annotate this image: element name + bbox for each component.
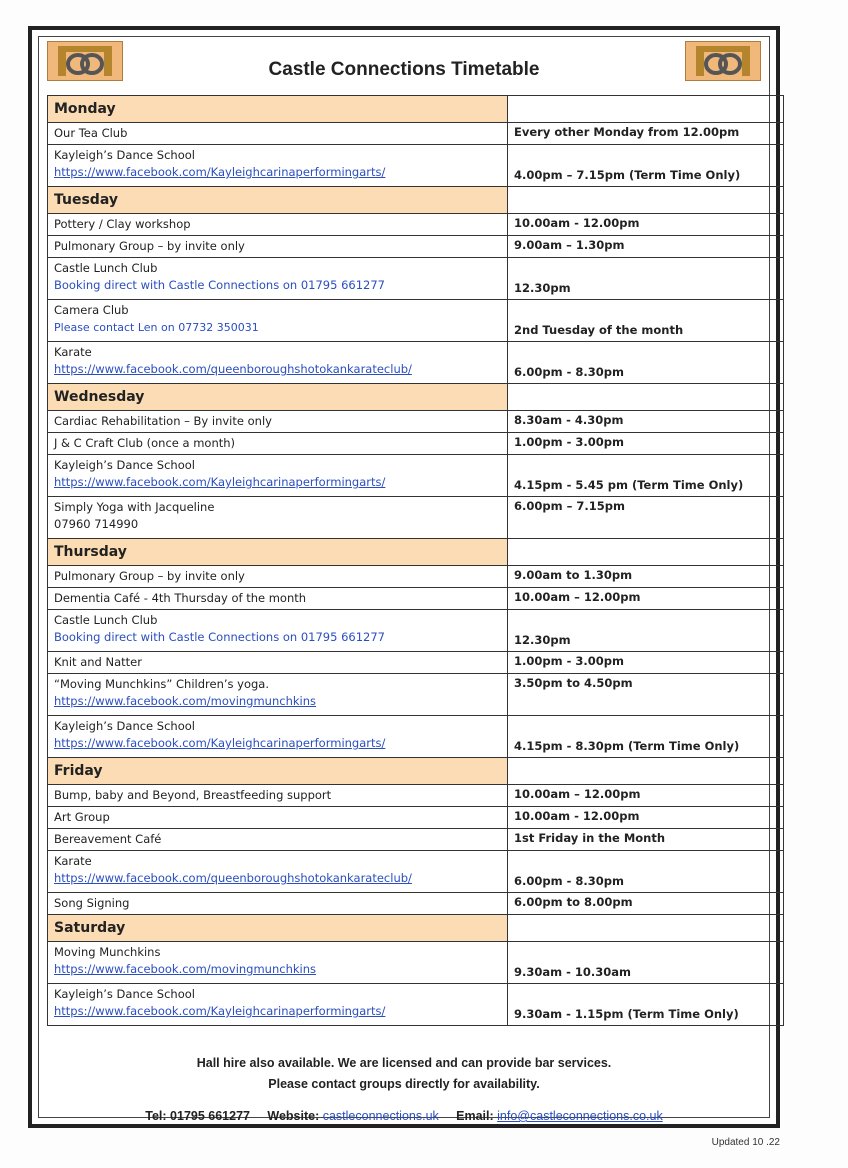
activity-name: Pottery / Clay workshop: [54, 217, 191, 231]
activity-cell: [48, 851, 508, 893]
updated-note: Updated 10 .22: [711, 1137, 780, 1148]
activity-time: 10.00am – 12.00pm: [508, 785, 784, 807]
activity-cell: [48, 716, 508, 758]
activity-row: [48, 893, 784, 915]
booking-note: Booking direct with Castle Connections on 01795 661277: [54, 630, 385, 644]
activity-row: [48, 807, 784, 829]
contact-line: [39, 1109, 769, 1123]
activity-time: 10.00am – 12.00pm: [508, 588, 784, 610]
activity-time: 9.00am to 1.30pm: [508, 566, 784, 588]
activity-name: Kayleigh’s Dance School: [54, 987, 195, 1001]
activity-cell: [48, 433, 508, 455]
activity-name: Bump, baby and Beyond, Breastfeeding support: [54, 788, 332, 802]
activity-row: [48, 433, 784, 455]
activity-name: Art Group: [54, 810, 110, 824]
footer-notes: [39, 1053, 769, 1095]
website-label: Website:: [267, 1109, 320, 1123]
email-link[interactable]: info@castleconnections.co.uk: [497, 1109, 663, 1123]
activity-cell: [48, 984, 508, 1026]
activity-time: 12.30pm: [508, 258, 784, 300]
page-frame: [28, 26, 780, 1128]
booking-note: Please contact Len on 07732 350031: [54, 321, 259, 334]
tel-number: 01795 661277: [170, 1109, 250, 1123]
page-inner-border: [38, 36, 770, 1123]
activity-name: Kayleigh’s Dance School: [54, 458, 195, 472]
day-header-row: [48, 539, 784, 566]
activity-time: 12.30pm: [508, 610, 784, 652]
activity-name: Dementia Café - 4th Thursday of the month: [54, 591, 307, 605]
day-name: Wednesday: [48, 384, 508, 411]
activity-row: [48, 984, 784, 1026]
day-header-row: [48, 758, 784, 785]
activity-row: [48, 258, 784, 300]
activity-cell: [48, 214, 508, 236]
facebook-link[interactable]: https://www.facebook.com/Kayleighcarinaperformingarts/: [54, 1004, 386, 1018]
activity-time: 6.00pm - 8.30pm: [508, 342, 784, 384]
activity-row: [48, 716, 784, 758]
day-header-blank: [508, 758, 784, 785]
activity-row: [48, 411, 784, 433]
day-name: Saturday: [48, 915, 508, 942]
footer-line-1: Hall hire also available. We are licensed and can provide bar services.: [196, 1056, 612, 1070]
activity-row: [48, 652, 784, 674]
activity-name: Cardiac Rehabilitation – By invite only: [54, 414, 272, 428]
activity-row: [48, 300, 784, 342]
activity-name: Pulmonary Group – by invite only: [54, 569, 245, 583]
activity-row: [48, 497, 784, 539]
timetable: [47, 95, 784, 1026]
facebook-link[interactable]: https://www.facebook.com/queenboroughshotokankarateclub/: [54, 362, 412, 376]
activity-cell: [48, 893, 508, 915]
facebook-link[interactable]: https://www.facebook.com/Kayleighcarinaperformingarts/: [54, 165, 386, 179]
activity-time: 1st Friday in the Month: [508, 829, 784, 851]
activity-cell: [48, 566, 508, 588]
activity-name: Knit and Natter: [54, 655, 142, 669]
activity-cell: [48, 829, 508, 851]
activity-cell: [48, 674, 508, 716]
activity-row: [48, 214, 784, 236]
activity-cell: [48, 455, 508, 497]
day-header-blank: [508, 384, 784, 411]
activity-time: 10.00am - 12.00pm: [508, 214, 784, 236]
activity-cell: [48, 258, 508, 300]
activity-time: Every other Monday from 12.00pm: [508, 123, 784, 145]
activity-time: 9.30am - 10.30am: [508, 942, 784, 984]
activity-cell: [48, 300, 508, 342]
activity-name: Kayleigh’s Dance School: [54, 719, 195, 733]
activity-time: 6.00pm – 7.15pm: [508, 497, 784, 539]
page-title: Castle Connections Timetable: [268, 59, 540, 80]
activity-row: [48, 851, 784, 893]
activity-row: [48, 342, 784, 384]
activity-cell: [48, 942, 508, 984]
activity-time: 9.30am - 1.15pm (Term Time Only): [508, 984, 784, 1026]
activity-name: Pulmonary Group – by invite only: [54, 239, 245, 253]
day-header-row: [48, 384, 784, 411]
activity-cell: [48, 411, 508, 433]
day-header-blank: [508, 915, 784, 942]
phone-number: 07960 714990: [54, 517, 139, 531]
facebook-link[interactable]: https://www.facebook.com/movingmunchkins: [54, 962, 317, 976]
activity-name: Castle Lunch Club: [54, 613, 158, 627]
activity-cell: [48, 785, 508, 807]
activity-row: [48, 455, 784, 497]
activity-time: 6.00pm - 8.30pm: [508, 851, 784, 893]
activity-cell: [48, 497, 508, 539]
facebook-link[interactable]: https://www.facebook.com/Kayleighcarinaperformingarts/: [54, 475, 386, 489]
activity-time: 4.15pm - 8.30pm (Term Time Only): [508, 716, 784, 758]
activity-time: 9.00am – 1.30pm: [508, 236, 784, 258]
activity-cell: [48, 652, 508, 674]
activity-name: Song Signing: [54, 896, 130, 910]
activity-time: 1.00pm - 3.00pm: [508, 652, 784, 674]
activity-row: [48, 236, 784, 258]
day-header-blank: [508, 96, 784, 123]
day-name: Tuesday: [48, 187, 508, 214]
day-name: Friday: [48, 758, 508, 785]
activity-row: [48, 145, 784, 187]
email-label: Email:: [456, 1109, 494, 1123]
website-link[interactable]: castleconnections.uk: [322, 1109, 439, 1123]
activity-cell: [48, 610, 508, 652]
activity-time: 10.00am - 12.00pm: [508, 807, 784, 829]
day-header-row: [48, 915, 784, 942]
activity-cell: [48, 807, 508, 829]
activity-row: [48, 829, 784, 851]
day-header-blank: [508, 539, 784, 566]
footer-line-2: Please contact groups directly for availability.: [268, 1077, 540, 1091]
activity-name: Camera Club: [54, 303, 129, 317]
activity-row: [48, 588, 784, 610]
day-header-blank: [508, 187, 784, 214]
activity-name: Bereavement Café: [54, 832, 162, 846]
activity-row: [48, 674, 784, 716]
activity-time: 3.50pm to 4.50pm: [508, 674, 784, 716]
activity-name: Karate: [54, 854, 92, 868]
facebook-link[interactable]: https://www.facebook.com/movingmunchkins: [54, 694, 317, 708]
activity-name: Our Tea Club: [54, 126, 128, 140]
day-name: Monday: [48, 96, 508, 123]
activity-row: [48, 942, 784, 984]
tel-label: Tel:: [145, 1109, 167, 1123]
activity-cell: [48, 123, 508, 145]
activity-time: 6.00pm to 8.00pm: [508, 893, 784, 915]
activity-name: J & C Craft Club (once a month): [54, 436, 236, 450]
activity-name: Moving Munchkins: [54, 945, 161, 959]
activity-time: 1.00pm - 3.00pm: [508, 433, 784, 455]
activity-time: 4.00pm – 7.15pm (Term Time Only): [508, 145, 784, 187]
booking-note: Booking direct with Castle Connections on 01795 661277: [54, 278, 385, 292]
facebook-link[interactable]: https://www.facebook.com/Kayleighcarinaperformingarts/: [54, 736, 386, 750]
activity-cell: [48, 145, 508, 187]
activity-cell: [48, 588, 508, 610]
activity-name: Karate: [54, 345, 92, 359]
activity-name: Castle Lunch Club: [54, 261, 158, 275]
day-name: Thursday: [48, 539, 508, 566]
activity-row: [48, 785, 784, 807]
activity-time: 2nd Tuesday of the month: [508, 300, 784, 342]
activity-row: [48, 123, 784, 145]
day-header-row: [48, 96, 784, 123]
activity-cell: [48, 342, 508, 384]
day-header-row: [48, 187, 784, 214]
activity-name: Simply Yoga with Jacqueline: [54, 500, 215, 514]
activity-row: [48, 566, 784, 588]
activity-name: “Moving Munchkins” Children’s yoga.: [54, 677, 270, 691]
activity-cell: [48, 236, 508, 258]
facebook-link[interactable]: https://www.facebook.com/queenboroughshotokankarateclub/: [54, 871, 412, 885]
activity-name: Kayleigh’s Dance School: [54, 148, 195, 162]
activity-row: [48, 610, 784, 652]
activity-time: 4.15pm - 5.45 pm (Term Time Only): [508, 455, 784, 497]
activity-time: 8.30am - 4.30pm: [508, 411, 784, 433]
